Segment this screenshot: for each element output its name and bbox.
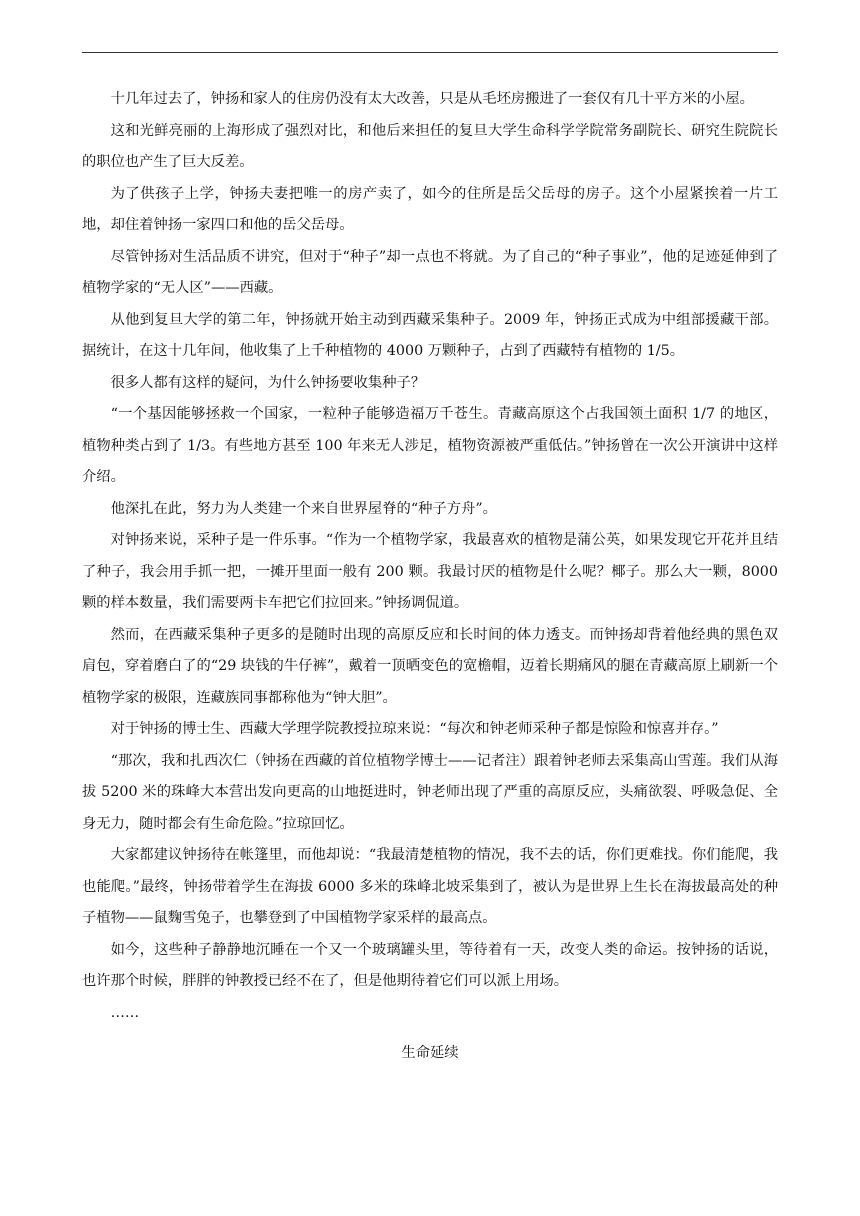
paragraph: 这和光鲜亮丽的上海形成了强烈对比，和他后来担任的复旦大学生命科学学院常务副院长、研究生院院长的职位也产生了巨大反差。 [82,122,778,170]
paragraph: 然而，在西藏采集种子更多的是随时出现的高原反应和长时间的体力透支。而钟扬却背着他经典的黑色双肩包，穿着磨白了的“29 块钱的牛仔裤”，戴着一顶晒变色的宽檐帽，迈着长期痛风的腿在青藏高原上刷新一个植物学家的极限，连藏族同事都称他为“钟大胆”。 [82,626,778,706]
paragraph: 他深扎在此，努力为人类建一个来自世界屋脊的“种子方舟”。 [110,500,497,517]
paragraph: “一个基因能够拯救一个国家，一粒种子能够造福万千苍生。青藏高原这个占我国领土面积 1/7 的地区，植物种类占到了 1/3。有些地方甚至 100 年来无人涉足，植物资源被严重低估。”钟扬曾在一次公开演讲中这样介绍。 [82,406,778,485]
paragraph: 尽管钟扬对生活品质不讲究，但对于“种子”却一点也不将就。为了自己的“种子事业”，他的足迹延伸到了植物学家的“无人区”——西藏。 [82,248,778,296]
paragraph: 为了供孩子上学，钟扬夫妻把唯一的房产卖了，如今的住所是岳父岳母的房子。这个小屋紧挨着一片工地，却住着钟扬一家四口和他的岳父岳母。 [82,185,778,233]
paragraph: 对于钟扬的博士生、西藏大学理学院教授拉琼来说：“每次和钟老师采种子都是惊险和惊喜并存。” [110,721,719,737]
paragraph: 从他到复旦大学的第二年，钟扬就开始主动到西藏采集种子。2009 年，钟扬正式成为中组部援藏干部。据统计，在这十几年间，他收集了上千种植物的 4000 万颗种子，占到了西藏特有植物的 1/5。 [82,311,778,359]
article-body [82,84,778,1070]
header-rule [82,52,778,53]
paragraph: 大家都建议钟扬待在帐篷里，而他却说：“我最清楚植物的情况，我不去的话，你们更难找。你们能爬，我也能爬。”最终，钟扬带着学生在海拔 6000 多米的珠峰北坡采集到了，被认为是世界上生长在海拔最高处的种子植物——鼠麴雪兔子，也攀登到了中国植物学家采样的最高点。 [82,847,778,926]
section-heading: 生命延续 [401,1045,459,1061]
ellipsis-marker: …… [110,1004,140,1021]
paragraph: 十几年过去了，钟扬和家人的住房仍没有太大改善，只是从毛坯房搬进了一套仅有几十平方米的小屋。 [110,91,754,107]
paragraph: 很多人都有这样的疑问，为什么钟扬要收集种子？ [110,374,426,391]
paragraph: 如今，这些种子静静地沉睡在一个又一个玻璃罐头里，等待着有一天，改变人类的命运。按钟扬的话说，也许那个时候，胖胖的钟教授已经不在了，但是他期待着它们可以派上用场。 [82,941,778,989]
paragraph: “那次，我和扎西次仁（钟扬在西藏的首位植物学博士——记者注）跟着钟老师去采集高山雪莲。我们从海拔 5200 米的珠峰大本营出发向更高的山地挺进时，钟老师出现了严重的高原反应，头痛欲裂、呼吸急促、全身无力，随时都会有生命危险。”拉琼回忆。 [82,752,778,832]
paragraph: 对钟扬来说，采种子是一件乐事。“作为一个植物学家，我最喜欢的植物是蒲公英，如果发现它开花并且结了种子，我会用手抓一把，一摊开里面一般有 200 颗。我最讨厌的植物是什么呢？椰子。那么大一颗，8000 颗的样本数量，我们需要两卡车把它们拉回来。”钟扬调侃道。 [82,532,778,611]
